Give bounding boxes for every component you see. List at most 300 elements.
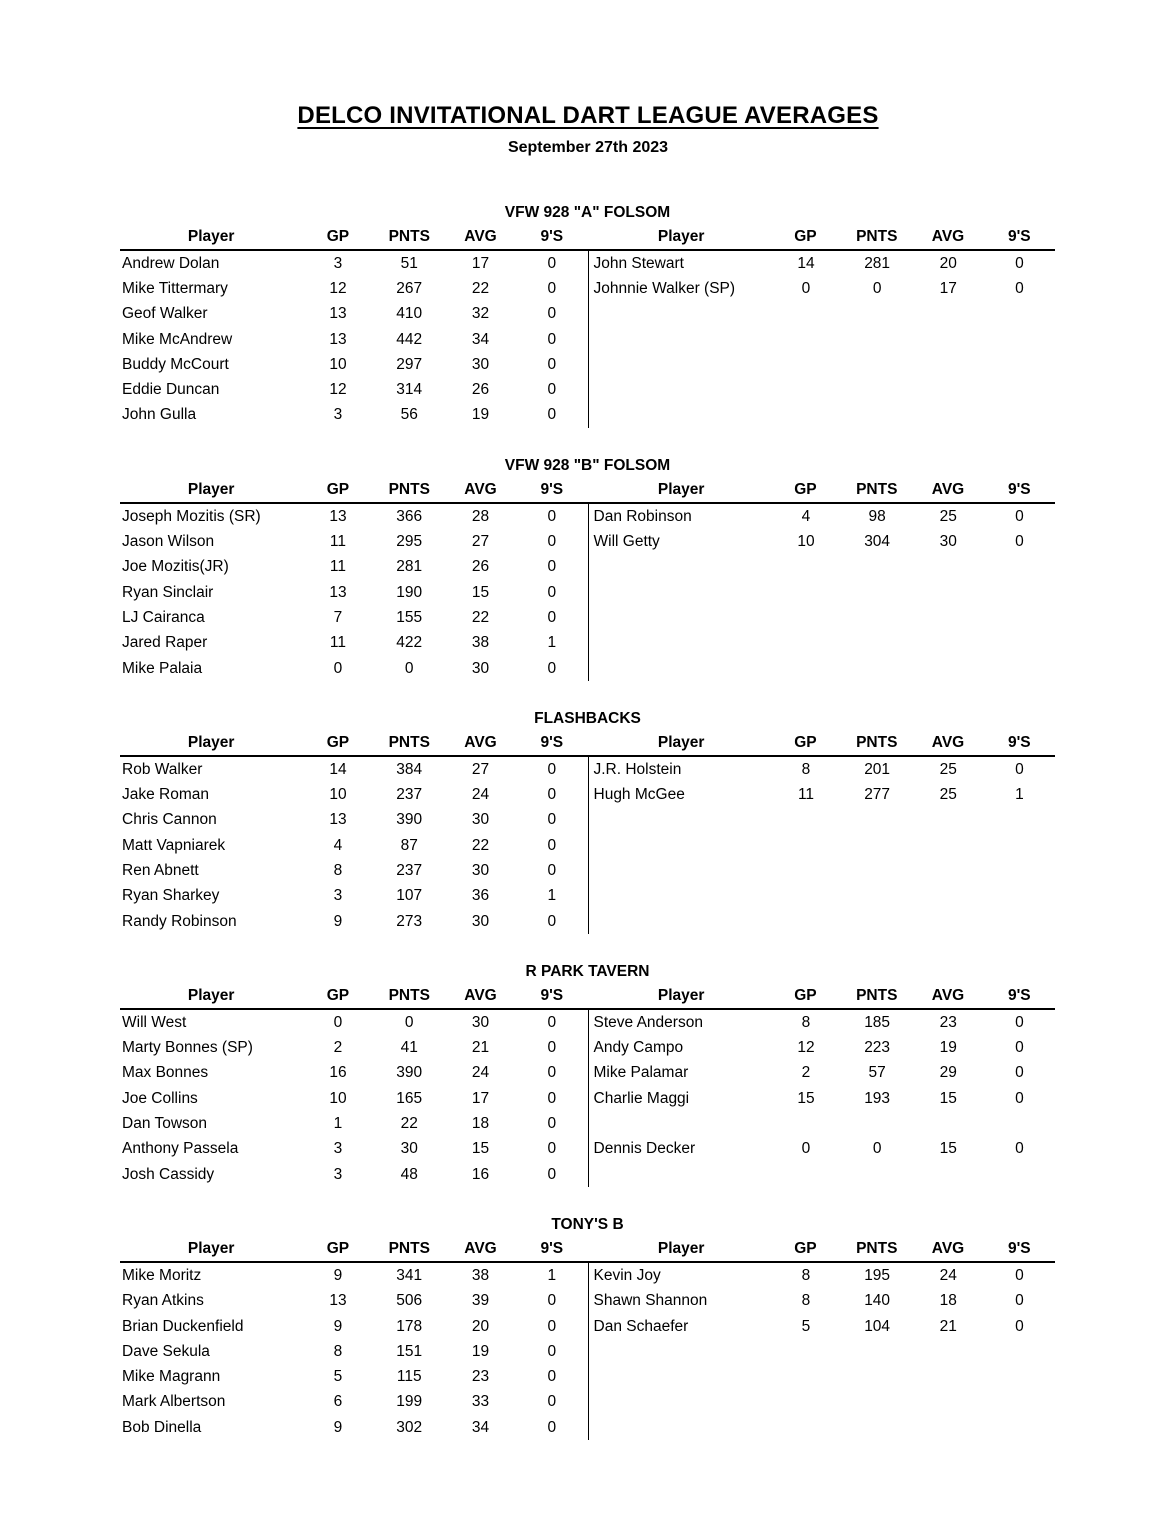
nines-cell: 0: [547, 1064, 557, 1082]
team-title: TONY'S B: [551, 1216, 624, 1234]
pnts-cell: 48: [400, 1165, 418, 1183]
table-row: [120, 1137, 588, 1162]
col-header-nines: 9'S: [1007, 987, 1031, 1005]
nines-cell: 0: [547, 355, 557, 373]
table-row: [120, 1365, 588, 1390]
table-row: [589, 580, 1056, 605]
nines-cell: 0: [1015, 1317, 1024, 1335]
table-row: [120, 327, 588, 352]
col-header-pnts: PNTS: [856, 228, 898, 245]
gp-cell: 9: [333, 1418, 343, 1436]
player-cell: Steve Anderson: [593, 1013, 703, 1031]
avg-cell: 32: [471, 305, 490, 323]
col-header-gp: GP: [326, 228, 350, 245]
team-tables: [120, 984, 1055, 1187]
team-section: [120, 456, 1055, 681]
table-row: [589, 858, 1056, 883]
table-row: [120, 251, 588, 276]
pnts-cell: 295: [396, 533, 423, 551]
avg-cell: 36: [471, 887, 490, 905]
pnts-cell: 140: [864, 1292, 891, 1310]
left-table: [120, 731, 588, 934]
right-table-body: [588, 251, 1056, 428]
table-row: [589, 1162, 1056, 1187]
player-cell: Joseph Mozitis (SR): [122, 507, 261, 525]
pnts-cell: 193: [864, 1089, 891, 1107]
avg-cell: 16: [471, 1165, 490, 1183]
avg-cell: 24: [471, 786, 490, 804]
player-cell: Andrew Dolan: [122, 254, 220, 272]
gp-cell: 11: [329, 558, 346, 576]
gp-cell: 3: [333, 1165, 343, 1183]
right-table-body: [588, 1010, 1056, 1187]
col-header-player: Player: [657, 734, 705, 752]
gp-cell: 14: [329, 760, 347, 778]
col-header-gp: GP: [794, 734, 817, 752]
col-header-nines: 9'S: [540, 987, 564, 1005]
table-row: [589, 1263, 1056, 1288]
table-row: [589, 1086, 1056, 1111]
player-cell: Josh Cassidy: [122, 1165, 215, 1183]
team-tables: [120, 1237, 1055, 1440]
gp-cell: 2: [333, 1039, 343, 1057]
avg-cell: 20: [939, 254, 957, 272]
nines-cell: 0: [547, 1342, 557, 1360]
table-row: [589, 1390, 1056, 1415]
gp-cell: 3: [333, 254, 343, 272]
table-row: [589, 1111, 1056, 1136]
col-header-nines: 9'S: [540, 1240, 564, 1258]
nines-cell: 0: [547, 1418, 557, 1436]
avg-cell: 30: [939, 533, 957, 551]
gp-cell: 2: [801, 1064, 811, 1082]
gp-cell: 3: [333, 406, 343, 424]
table-row: [589, 1289, 1056, 1314]
player-cell: Rob Walker: [122, 760, 203, 778]
gp-cell: 12: [329, 381, 347, 399]
avg-cell: 30: [471, 912, 490, 930]
table-row: [120, 1289, 588, 1314]
col-header-avg: AVG: [464, 481, 497, 499]
table-row: [589, 656, 1056, 681]
nines-cell: 0: [1015, 1039, 1024, 1057]
pnts-cell: 0: [404, 659, 414, 677]
table-row: [120, 1010, 588, 1035]
player-cell: Mike Magrann: [122, 1368, 221, 1386]
pnts-cell: 151: [396, 1342, 423, 1360]
gp-cell: 5: [333, 1368, 343, 1386]
table-row: [120, 1415, 588, 1440]
col-header-avg: AVG: [931, 228, 965, 245]
nines-cell: 0: [547, 836, 557, 854]
right-table-body: [588, 504, 1056, 681]
player-cell: Jake Roman: [122, 786, 210, 804]
team-title: R PARK TAVERN: [525, 963, 650, 981]
player-cell: Max Bonnes: [122, 1064, 209, 1082]
col-header-nines: 9'S: [1007, 228, 1031, 245]
avg-cell: 38: [471, 634, 490, 652]
col-header-avg: AVG: [931, 987, 965, 1005]
player-cell: Ryan Atkins: [122, 1292, 204, 1310]
table-row: [120, 782, 588, 807]
avg-cell: 30: [471, 861, 490, 879]
left-table: [120, 225, 588, 428]
table-row: [120, 302, 588, 327]
table-row: [589, 529, 1056, 554]
team-section: [120, 709, 1055, 934]
table-row: [589, 1061, 1056, 1086]
gp-cell: 0: [333, 659, 343, 677]
gp-cell: 8: [801, 1266, 811, 1284]
gp-cell: 8: [333, 1342, 343, 1360]
avg-cell: 28: [471, 507, 490, 525]
table-row: [589, 352, 1056, 377]
player-cell: Joe Collins: [122, 1089, 198, 1107]
avg-cell: 25: [939, 507, 957, 525]
pnts-cell: 442: [396, 330, 423, 348]
avg-cell: 15: [939, 1089, 957, 1107]
page-title: DELCO INVITATIONAL DART LEAGUE AVERAGES: [297, 102, 879, 129]
col-header-gp: GP: [326, 481, 350, 499]
table-row: [589, 833, 1056, 858]
right-table: [588, 225, 1056, 428]
nines-cell: 0: [547, 1393, 557, 1411]
nines-cell: 0: [1015, 1013, 1024, 1031]
gp-cell: 16: [329, 1064, 347, 1082]
left-table: [120, 1237, 588, 1440]
nines-cell: 0: [547, 533, 557, 551]
gp-cell: 11: [329, 634, 346, 652]
avg-cell: 24: [471, 1064, 490, 1082]
right-table: [588, 984, 1056, 1187]
table-row: [120, 352, 588, 377]
nines-cell: 0: [547, 912, 557, 930]
col-header-pnts: PNTS: [388, 734, 430, 752]
table-row: [120, 833, 588, 858]
player-cell: Bob Dinella: [122, 1418, 202, 1436]
player-cell: Kevin Joy: [593, 1266, 661, 1284]
nines-cell: 0: [547, 1368, 557, 1386]
table-row: [120, 377, 588, 402]
table-row: [120, 1314, 588, 1339]
player-cell: Chris Cannon: [122, 811, 217, 829]
table-row: [120, 276, 588, 301]
team-title: VFW 928 "A" FOLSOM: [504, 204, 671, 221]
pnts-cell: 0: [404, 1013, 414, 1031]
nines-cell: 1: [547, 634, 557, 652]
col-header-nines: 9'S: [540, 228, 564, 245]
gp-cell: 13: [329, 330, 347, 348]
player-cell: Dave Sekula: [122, 1342, 210, 1360]
avg-cell: 23: [939, 1013, 957, 1031]
gp-cell: 9: [333, 1317, 343, 1335]
player-cell: Brian Duckenfield: [122, 1317, 244, 1335]
col-header-gp: GP: [794, 228, 817, 245]
gp-cell: 5: [801, 1317, 811, 1335]
player-cell: Dennis Decker: [593, 1140, 696, 1158]
nines-cell: 0: [547, 1317, 557, 1335]
col-header-gp: GP: [326, 987, 350, 1005]
player-cell: Johnnie Walker (SP): [593, 279, 736, 297]
col-header-avg: AVG: [464, 1240, 497, 1258]
right-table: [588, 1237, 1056, 1440]
col-header-pnts: PNTS: [856, 1240, 898, 1258]
avg-cell: 19: [471, 1342, 490, 1360]
table-row: [589, 757, 1056, 782]
gp-cell: 13: [329, 583, 347, 601]
col-header-player: Player: [657, 987, 705, 1005]
pnts-cell: 98: [868, 507, 886, 525]
avg-cell: 24: [939, 1266, 957, 1284]
right-table-body: [588, 1263, 1056, 1440]
nines-cell: 0: [1015, 1140, 1024, 1158]
avg-cell: 17: [471, 1089, 490, 1107]
table-row: [589, 1314, 1056, 1339]
gp-cell: 14: [797, 254, 815, 272]
left-table-body: [120, 1010, 588, 1187]
team-tables: [120, 731, 1055, 934]
table-row: [589, 1036, 1056, 1061]
pnts-cell: 297: [396, 355, 423, 373]
col-header-gp: GP: [794, 987, 817, 1005]
header-row: [120, 731, 588, 757]
gp-cell: 10: [329, 1089, 347, 1107]
team-section: [120, 1215, 1055, 1440]
pnts-cell: 0: [872, 279, 882, 297]
col-header-avg: AVG: [464, 987, 497, 1005]
team-tables: [120, 225, 1055, 428]
gp-cell: 11: [329, 533, 346, 551]
left-table-body: [120, 504, 588, 681]
player-cell: Randy Robinson: [122, 912, 237, 930]
nines-cell: 1: [547, 887, 557, 905]
player-cell: Dan Towson: [122, 1115, 208, 1133]
nines-cell: 1: [1015, 786, 1024, 804]
pnts-cell: 506: [396, 1292, 423, 1310]
table-row: [120, 504, 588, 529]
gp-cell: 7: [333, 608, 343, 626]
player-cell: Mike McAndrew: [122, 330, 233, 348]
table-row: [589, 782, 1056, 807]
col-header-avg: AVG: [931, 1240, 965, 1258]
avg-cell: 15: [471, 583, 490, 601]
avg-cell: 34: [471, 330, 490, 348]
right-table-body: [588, 757, 1056, 934]
col-header-pnts: PNTS: [856, 734, 898, 752]
gp-cell: 8: [333, 861, 343, 879]
pnts-cell: 277: [864, 786, 891, 804]
player-cell: Charlie Maggi: [593, 1089, 690, 1107]
player-cell: Buddy McCourt: [122, 355, 229, 373]
col-header-pnts: PNTS: [388, 987, 430, 1005]
avg-cell: 19: [471, 406, 490, 424]
col-header-player: Player: [187, 1240, 235, 1258]
col-header-pnts: PNTS: [856, 481, 898, 499]
nines-cell: 0: [1015, 533, 1024, 551]
col-header-gp: GP: [794, 1240, 817, 1258]
player-cell: Will West: [122, 1013, 187, 1031]
nines-cell: 0: [547, 279, 557, 297]
pnts-cell: 51: [400, 254, 418, 272]
player-cell: Marty Bonnes (SP): [122, 1039, 253, 1057]
team-section: [120, 203, 1055, 428]
pnts-cell: 223: [864, 1039, 891, 1057]
table-row: [120, 631, 588, 656]
nines-cell: 0: [547, 659, 557, 677]
avg-cell: 19: [939, 1039, 957, 1057]
pnts-cell: 57: [868, 1064, 886, 1082]
nines-cell: 0: [547, 1039, 557, 1057]
pnts-cell: 30: [400, 1140, 418, 1158]
nines-cell: 0: [547, 1292, 557, 1310]
player-cell: Ren Abnett: [122, 861, 199, 879]
gp-cell: 9: [333, 1266, 343, 1284]
table-row: [589, 884, 1056, 909]
player-cell: Dan Robinson: [593, 507, 692, 525]
table-row: [589, 631, 1056, 656]
table-row: [120, 1339, 588, 1364]
col-header-pnts: PNTS: [856, 987, 898, 1005]
col-header-player: Player: [657, 481, 705, 499]
table-row: [120, 1162, 588, 1187]
player-cell: LJ Cairanca: [122, 608, 205, 626]
table-row: [589, 504, 1056, 529]
right-table: [588, 478, 1056, 681]
pnts-cell: 384: [396, 760, 423, 778]
avg-cell: 26: [471, 381, 490, 399]
gp-cell: 1: [333, 1115, 343, 1133]
pnts-cell: 237: [396, 786, 423, 804]
pnts-cell: 195: [864, 1266, 891, 1284]
header-row: [588, 478, 1056, 504]
nines-cell: 0: [547, 254, 557, 272]
col-header-player: Player: [187, 228, 235, 245]
gp-cell: 8: [801, 760, 811, 778]
pnts-cell: 22: [400, 1115, 418, 1133]
nines-cell: 0: [547, 1013, 557, 1031]
player-cell: Ryan Sharkey: [122, 887, 220, 905]
avg-cell: 25: [939, 786, 957, 804]
player-cell: J.R. Holstein: [593, 760, 682, 778]
table-row: [120, 1036, 588, 1061]
nines-cell: 0: [547, 786, 557, 804]
header-row: [588, 984, 1056, 1010]
avg-cell: 27: [471, 533, 490, 551]
nines-cell: 0: [547, 608, 557, 626]
avg-cell: 15: [939, 1140, 957, 1158]
pnts-cell: 366: [396, 507, 423, 525]
left-table-body: [120, 757, 588, 934]
avg-cell: 17: [939, 279, 957, 297]
gp-cell: 6: [333, 1393, 343, 1411]
nines-cell: 0: [1015, 1266, 1024, 1284]
pnts-cell: 237: [396, 861, 423, 879]
nines-cell: 0: [1015, 279, 1024, 297]
avg-cell: 39: [471, 1292, 490, 1310]
nines-cell: 0: [1015, 1089, 1024, 1107]
col-header-avg: AVG: [464, 228, 497, 245]
player-cell: John Stewart: [593, 254, 684, 272]
header-row: [120, 225, 588, 251]
col-header-nines: 9'S: [1007, 481, 1031, 499]
pnts-cell: 422: [396, 634, 423, 652]
table-row: [120, 529, 588, 554]
header-row: [120, 478, 588, 504]
team-title: FLASHBACKS: [534, 710, 641, 728]
player-cell: Joe Mozitis(JR): [122, 558, 229, 576]
gp-cell: 0: [801, 279, 811, 297]
player-cell: Mike Tittermary: [122, 279, 228, 297]
col-header-player: Player: [187, 987, 235, 1005]
col-header-pnts: PNTS: [388, 481, 430, 499]
table-row: [589, 276, 1056, 301]
col-header-avg: AVG: [464, 734, 497, 752]
pnts-cell: 185: [864, 1013, 891, 1031]
table-row: [589, 1339, 1056, 1364]
col-header-player: Player: [187, 734, 235, 752]
nines-cell: 0: [547, 558, 557, 576]
left-table: [120, 478, 588, 681]
player-cell: Mark Albertson: [122, 1393, 226, 1411]
avg-cell: 20: [471, 1317, 490, 1335]
pnts-cell: 87: [400, 836, 418, 854]
gp-cell: 8: [801, 1013, 811, 1031]
pnts-cell: 314: [396, 381, 423, 399]
nines-cell: 0: [547, 1165, 557, 1183]
table-row: [120, 1111, 588, 1136]
table-row: [589, 302, 1056, 327]
nines-cell: 0: [547, 861, 557, 879]
left-table-body: [120, 1263, 588, 1440]
avg-cell: 21: [471, 1039, 490, 1057]
pnts-cell: 107: [396, 887, 423, 905]
pnts-cell: 56: [400, 406, 418, 424]
player-cell: Mike Moritz: [122, 1266, 202, 1284]
pnts-cell: 267: [396, 279, 423, 297]
col-header-gp: GP: [326, 734, 350, 752]
player-cell: Matt Vapniarek: [122, 836, 226, 854]
gp-cell: 12: [329, 279, 347, 297]
nines-cell: 1: [547, 1266, 557, 1284]
pnts-cell: 0: [872, 1140, 882, 1158]
header-row: [588, 225, 1056, 251]
player-cell: Mike Palamar: [593, 1064, 689, 1082]
table-row: [589, 555, 1056, 580]
table-row: [589, 251, 1056, 276]
nines-cell: 0: [1015, 1064, 1024, 1082]
gp-cell: 8: [801, 1292, 811, 1310]
col-header-nines: 9'S: [1007, 734, 1031, 752]
table-row: [589, 1415, 1056, 1440]
col-header-nines: 9'S: [1007, 1240, 1031, 1258]
pnts-cell: 390: [396, 811, 423, 829]
nines-cell: 0: [547, 811, 557, 829]
table-row: [120, 1086, 588, 1111]
player-cell: John Gulla: [122, 406, 197, 424]
gp-cell: 10: [329, 355, 347, 373]
avg-cell: 23: [471, 1368, 490, 1386]
col-header-avg: AVG: [931, 734, 965, 752]
table-row: [589, 909, 1056, 934]
player-cell: Geof Walker: [122, 305, 208, 323]
gp-cell: 15: [797, 1089, 815, 1107]
col-header-player: Player: [187, 481, 235, 499]
nines-cell: 0: [547, 406, 557, 424]
nines-cell: 0: [547, 330, 557, 348]
avg-cell: 22: [471, 836, 490, 854]
avg-cell: 34: [471, 1418, 490, 1436]
gp-cell: 13: [329, 1292, 347, 1310]
